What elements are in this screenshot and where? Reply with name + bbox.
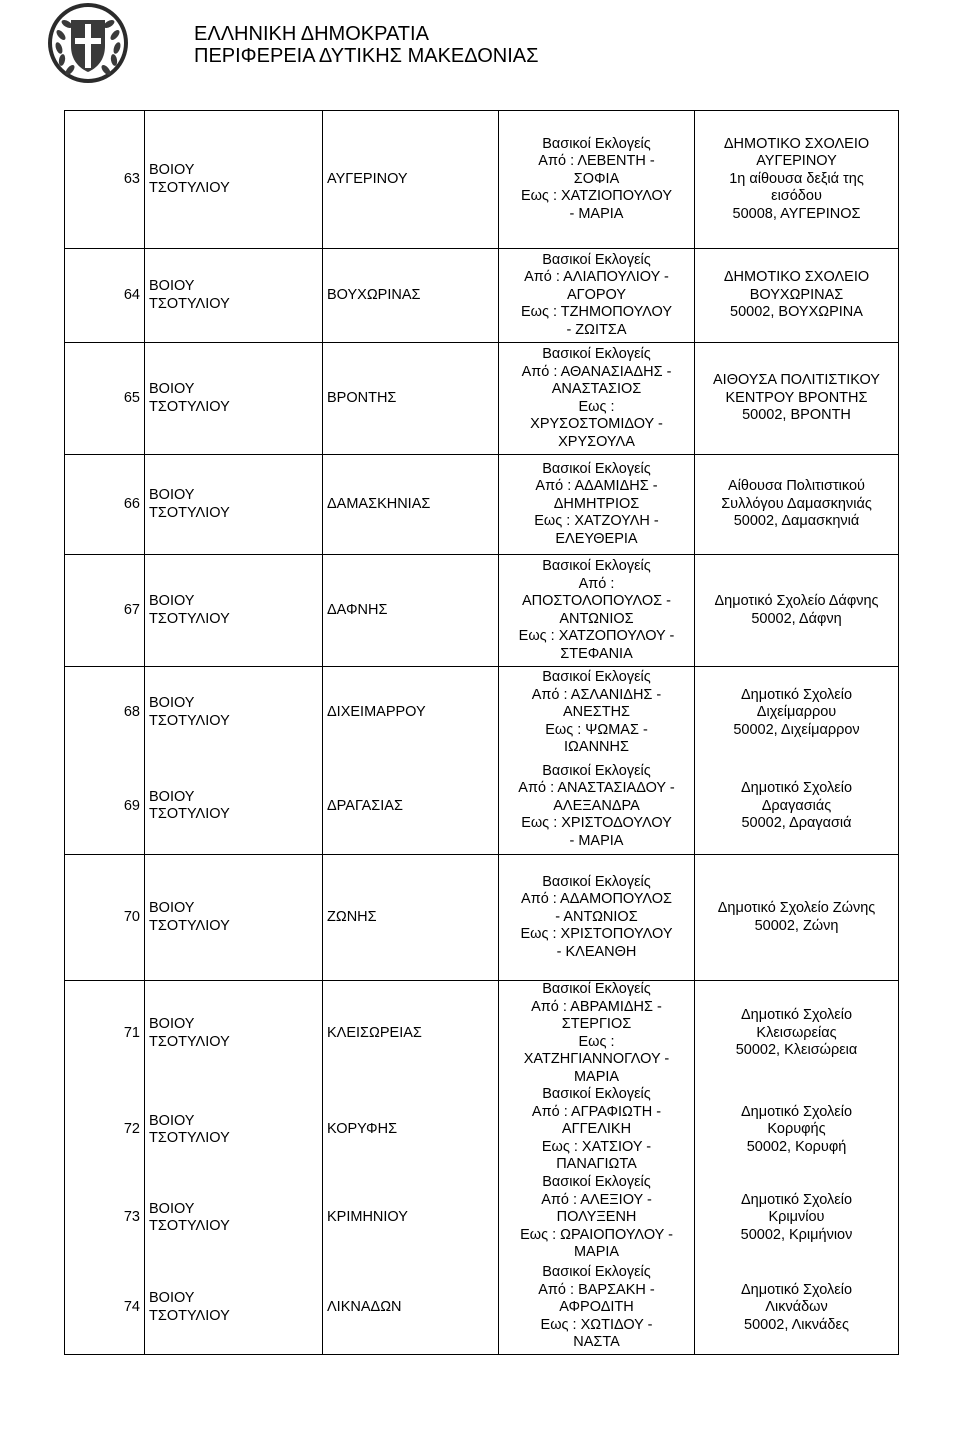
cell-line: Βασικοί Εκλογείς — [542, 669, 651, 685]
cell-line: 50002, Δραγασιά — [741, 815, 852, 831]
cell-line: 50002, Ζώνη — [754, 917, 839, 934]
voters-range-cell — [499, 555, 695, 667]
cell-line: ΒΟΙΟΥ — [149, 278, 195, 294]
cell-line: Βασικοί Εκλογείς — [542, 762, 651, 779]
cell-line: ΑΓΓΕΛΙΚΗ — [561, 1121, 632, 1138]
table-row — [65, 111, 899, 249]
cell-line: ΒΟΙΟΥ — [149, 1290, 195, 1307]
polling-location-cell — [695, 1262, 899, 1354]
cell-line: Εως : ΧΑΤΣΙΟΥ - — [541, 1138, 652, 1155]
cell-line: ΜΑΡΙΑ — [573, 1244, 620, 1261]
cell-line: Εως : ΤΖΗΜΟΠΟΥΛΟΥ — [520, 304, 673, 321]
cell-line: ΤΣΟΤΥΛΙΟΥ — [149, 1307, 230, 1324]
table-row — [65, 855, 899, 981]
table-row — [65, 667, 899, 759]
station-number: 63 — [65, 111, 145, 249]
cell-line: 50002, ΒΡΟΝΤΗ — [742, 407, 851, 424]
cell-line: Εως : ΧΡΙΣΤΟΔΟΥΛΟΥ — [521, 815, 672, 831]
cell-line: ΜΑΡΙΑ — [573, 1068, 620, 1085]
polling-location-cell — [695, 343, 899, 455]
cell-line: Βασικοί Εκλογείς — [542, 873, 651, 890]
cell-line: ΤΣΟΤΥΛΙΟΥ — [149, 806, 230, 823]
cell-line: ΤΣΟΤΥΛΙΟΥ — [149, 398, 230, 415]
community-cell: ΔΡΑΓΑΣΙΑΣ — [323, 759, 499, 855]
cell-line: Από : ΑΔΑΜΙΔΗΣ - — [535, 478, 658, 495]
community-cell: ΔΑΦΝΗΣ — [323, 555, 499, 667]
station-number: 66 — [65, 455, 145, 555]
cell-line: ΔΗΜΟΤΙΚΟ ΣΧΟΛΕΙΟ — [723, 135, 870, 152]
cell-line: Εως : ΨΩΜΑΣ - — [545, 721, 648, 738]
voters-range-cell — [499, 1174, 695, 1262]
municipality-cell — [145, 981, 323, 1087]
cell-line: Βασικοί Εκλογείς — [542, 460, 651, 477]
community-cell: ΛΙΚΝΑΔΩΝ — [323, 1262, 499, 1354]
cell-line: Δημοτικό Σχολείο — [740, 1191, 853, 1208]
cell-line: - ΑΝΤΩΝΙΟΣ — [555, 908, 638, 925]
table-row — [65, 249, 899, 343]
cell-line: εισόδου — [771, 188, 822, 205]
cell-line: ΒΟΙΟΥ — [149, 1112, 195, 1129]
voters-range-cell — [499, 343, 695, 455]
cell-line: ΤΣΟΤΥΛΙΟΥ — [149, 1130, 230, 1146]
cell-line: 50002, Κλεισώρεια — [735, 1042, 858, 1059]
header-line-2: ΠΕΡΙΦΕΡΕΙΑ ΔΥΤΙΚΗΣ ΜΑΚΕΔΟΝΙΑΣ — [194, 45, 539, 67]
community-cell: ΚΟΡΥΦΗΣ — [323, 1086, 499, 1174]
station-number: 67 — [65, 555, 145, 667]
station-number: 65 — [65, 343, 145, 455]
table-row — [65, 1174, 899, 1262]
cell-line: Από : ΑΓΡΑΦΙΩΤΗ - — [531, 1103, 662, 1120]
cell-line: ΣΟΦΙΑ — [573, 170, 620, 187]
table-row — [65, 981, 899, 1087]
cell-line: ΤΣΟΤΥΛΙΟΥ — [149, 179, 230, 196]
cell-line: Αίθουσα Πολιτιστικού — [728, 478, 865, 495]
table-row — [65, 759, 899, 855]
cell-line: - ΚΛΕΑΝΘΗ — [556, 943, 637, 960]
community-cell: ΚΛΕΙΣΩΡΕΙΑΣ — [323, 981, 499, 1087]
voters-range-cell — [499, 455, 695, 555]
cell-line: 50002, ΒΟΥΧΩΡΙΝΑ — [730, 304, 863, 321]
polling-location-cell — [695, 455, 899, 555]
cell-line: ΑΝΕΣΤΗΣ — [562, 704, 631, 720]
cell-line: ΔΗΜΗΤΡΙΟΣ — [553, 495, 640, 512]
cell-line: ΑΛΕΞΑΝΔΡΑ — [553, 797, 640, 814]
station-number: 74 — [65, 1262, 145, 1354]
cell-line: Δημοτικό Σχολείο — [740, 1007, 853, 1024]
cell-line: - ΜΑΡΙΑ — [569, 205, 624, 222]
cell-line: Δημοτικό Σχολείο — [740, 780, 853, 796]
cell-line: ΤΣΟΤΥΛΙΟΥ — [149, 712, 230, 729]
cell-line: Εως : ΧΑΤΖΙΟΠΟΥΛΟΥ — [520, 188, 673, 205]
cell-line: ΙΩΑΝΝΗΣ — [564, 739, 629, 755]
header-titles — [194, 23, 538, 67]
cell-line: ΚΕΝΤΡΟΥ ΒΡΟΝΤΗΣ — [725, 389, 868, 406]
cell-line: Κλεισωρείας — [756, 1024, 837, 1041]
header-line-1: ΕΛΛΗΝΙΚΗ ΔΗΜΟΚΡΑΤΙΑ — [194, 23, 429, 45]
community-cell: ΖΩΝΗΣ — [323, 855, 499, 981]
voters-range-cell — [499, 855, 695, 981]
cell-line: Λικνάδων — [765, 1299, 828, 1315]
community-cell: ΒΡΟΝΤΗΣ — [323, 343, 499, 455]
cell-line: - ΖΩΙΤΣΑ — [566, 321, 627, 338]
polling-location-cell — [695, 981, 899, 1087]
cell-line: - ΜΑΡΙΑ — [569, 832, 624, 849]
cell-line: Συλλόγου Δαμασκηνιάς — [721, 495, 872, 512]
polling-location-cell — [695, 855, 899, 981]
cell-line: ΒΟΙΟΥ — [149, 788, 195, 805]
cell-line: Εως : ΧΑΤΖΟΠΟΥΛΟΥ - — [518, 628, 675, 644]
polling-location-cell — [695, 111, 899, 249]
cell-line: ΤΣΟΤΥΛΙΟΥ — [149, 504, 230, 521]
cell-line: ΧΑΤΖΗΓΙΑΝΝΟΓΛΟΥ - — [523, 1051, 670, 1067]
municipality-cell — [145, 1174, 323, 1262]
voters-range-cell — [499, 1086, 695, 1174]
cell-line: Από : ΑΣΛΑΝΙΔΗΣ - — [531, 686, 662, 703]
cell-line: ΣΤΕΡΓΙΟΣ — [561, 1016, 632, 1032]
cell-line: ΔΗΜΟΤΙΚΟ ΣΧΟΛΕΙΟ — [723, 269, 870, 286]
cell-line: ΑΠΟΣΤΟΛΟΠΟΥΛΟΣ - — [521, 593, 671, 609]
station-number: 71 — [65, 981, 145, 1087]
cell-line: Κριμνίου — [768, 1209, 825, 1226]
cell-line: ΤΣΟΤΥΛΙΟΥ — [149, 1218, 230, 1234]
cell-line: Εως : ΧΩΤΙΔΟΥ - — [540, 1316, 653, 1333]
cell-line: 50002, Διχείμαρρον — [733, 721, 860, 738]
table-row — [65, 555, 899, 667]
cell-line: ΤΣΟΤΥΛΙΟΥ — [149, 917, 230, 934]
cell-line: Από : ΑΛΕΞΙΟΥ - — [541, 1191, 652, 1208]
polling-location-cell — [695, 759, 899, 855]
community-cell: ΒΟΥΧΩΡΙΝΑΣ — [323, 249, 499, 343]
cell-line: Εως : ΩΡΑΙΟΠΟΥΛΟΥ - — [520, 1226, 673, 1243]
cell-line: Από : ΑΘΑΝΑΣΙΑΔΗΣ - — [521, 363, 672, 380]
station-number: 69 — [65, 759, 145, 855]
cell-line: Βασικοί Εκλογείς — [542, 1264, 651, 1280]
community-cell: ΔΙΧΕΙΜΑΡΡΟΥ — [323, 667, 499, 759]
cell-line: ΑΦΡΟΔΙΤΗ — [559, 1299, 634, 1315]
cell-line: Από : ΑΒΡΑΜΙΔΗΣ - — [531, 998, 662, 1015]
station-number: 70 — [65, 855, 145, 981]
cell-line: Βασικοί Εκλογείς — [542, 251, 651, 268]
polling-location-cell — [695, 667, 899, 759]
cell-line: ΑΓΟΡΟΥ — [566, 286, 627, 303]
cell-line: ΠΑΝΑΓΙΩΤΑ — [556, 1156, 637, 1173]
cell-line: ΝΑΣΤΑ — [573, 1334, 620, 1350]
greek-coat-of-arms-icon — [47, 2, 129, 84]
cell-line: ΑΥΓΕΡΙΝΟΥ — [756, 153, 837, 170]
cell-line: Δημοτικό Σχολείο Ζώνης — [717, 900, 876, 916]
cell-line: ΕΛΕΥΘΕΡΙΑ — [555, 530, 638, 547]
cell-line: Εως : ΧΡΙΣΤΟΠΟΥΛΟΥ — [520, 926, 673, 943]
cell-line: 50002, Δαμασκηνιά — [733, 513, 860, 530]
cell-line: ΠΟΛΥΞΕΝΗ — [556, 1209, 637, 1226]
community-cell: ΔΑΜΑΣΚΗΝΙΑΣ — [323, 455, 499, 555]
cell-line: 50008, ΑΥΓΕΡΙΝΟΣ — [732, 205, 861, 222]
cell-line: Διχείμαρρου — [756, 704, 837, 720]
cell-line: 50002, Κορυφή — [746, 1138, 847, 1155]
cell-line: 50002, Κριμήνιον — [740, 1226, 853, 1243]
voters-range-cell — [499, 759, 695, 855]
cell-line: Βασικοί Εκλογείς — [542, 981, 651, 997]
cell-line: ΧΡΥΣΟΣΤΟΜΙΔΟΥ - — [530, 416, 663, 432]
cell-line: ΤΣΟΤΥΛΙΟΥ — [149, 610, 230, 627]
cell-line: ΑΙΘΟΥΣΑ ΠΟΛΙΤΙΣΤΙΚΟΥ — [713, 372, 880, 389]
cell-line: Από : ΛΕΒΕΝΤΗ - — [538, 153, 655, 170]
voters-range-cell — [499, 1262, 695, 1354]
cell-line: Βασικοί Εκλογείς — [542, 135, 651, 152]
cell-line: Από : ΑΛΙΑΠΟΥΛΙΟΥ - — [524, 269, 669, 286]
cell-line: Δημοτικό Σχολείο — [740, 1281, 853, 1298]
municipality-cell — [145, 343, 323, 455]
cell-line: ΒΟΙΟΥ — [149, 900, 195, 916]
station-number: 72 — [65, 1086, 145, 1174]
cell-line: Κορυφής — [767, 1121, 826, 1138]
cell-line: ΣΤΕΦΑΝΙΑ — [560, 645, 633, 662]
cell-line: Δραγασιάς — [761, 797, 832, 814]
cell-line: Εως : ΧΑΤΖΟΥΛΗ - — [534, 513, 659, 530]
cell-line: Εως : — [578, 398, 615, 415]
cell-line: Βασικοί Εκλογείς — [542, 558, 651, 574]
cell-line: Δημοτικό Σχολείο Δάφνης — [714, 593, 879, 609]
page-header — [0, 0, 960, 110]
station-number: 68 — [65, 667, 145, 759]
cell-line: Από : ΑΔΑΜΟΠΟΥΛΟΣ — [521, 891, 672, 908]
cell-line: Βασικοί Εκλογείς — [542, 346, 651, 362]
voters-range-cell — [499, 981, 695, 1087]
station-number: 64 — [65, 249, 145, 343]
polling-location-cell — [695, 249, 899, 343]
polling-location-cell — [695, 1086, 899, 1174]
cell-line: ΒΟΙΟΥ — [149, 1200, 195, 1217]
cell-line: 50002, Λικνάδες — [744, 1316, 849, 1333]
municipality-cell — [145, 555, 323, 667]
municipality-cell — [145, 455, 323, 555]
cell-line: ΒΟΥΧΩΡΙΝΑΣ — [749, 286, 844, 303]
municipality-cell — [145, 667, 323, 759]
cell-line: Από : ΑΝΑΣΤΑΣΙΑΔΟΥ - — [518, 780, 675, 796]
cell-line: ΒΟΙΟΥ — [149, 1016, 195, 1032]
cell-line: ΒΟΙΟΥ — [149, 162, 195, 178]
community-cell: ΚΡΙΜΗΝΙΟΥ — [323, 1174, 499, 1262]
cell-line: 1η αίθουσα δεξιά της — [729, 170, 864, 187]
voters-range-cell — [499, 667, 695, 759]
table-row — [65, 1262, 899, 1354]
voters-range-cell — [499, 249, 695, 343]
table-body — [65, 111, 899, 1355]
polling-location-cell — [695, 1174, 899, 1262]
polling-stations-table — [64, 110, 899, 1355]
cell-line: Από : — [578, 575, 615, 592]
municipality-cell — [145, 249, 323, 343]
cell-line: ΒΟΙΟΥ — [149, 593, 195, 609]
cell-line: Δημοτικό Σχολείο — [740, 1103, 853, 1120]
cell-line: Δημοτικό Σχολείο — [740, 686, 853, 703]
cell-line: ΒΟΙΟΥ — [149, 695, 195, 712]
table-row — [65, 343, 899, 455]
cell-line: ΤΣΟΤΥΛΙΟΥ — [149, 295, 230, 312]
municipality-cell — [145, 111, 323, 249]
municipality-cell — [145, 1086, 323, 1174]
polling-location-cell — [695, 555, 899, 667]
municipality-cell — [145, 855, 323, 981]
cell-line: Εως : — [578, 1033, 615, 1050]
cell-line: Βασικοί Εκλογείς — [542, 1086, 651, 1103]
station-number: 73 — [65, 1174, 145, 1262]
table-row — [65, 455, 899, 555]
cell-line: Από : ΒΑΡΣΑΚΗ - — [538, 1281, 655, 1298]
municipality-cell — [145, 1262, 323, 1354]
cell-line: ΤΣΟΤΥΛΙΟΥ — [149, 1033, 230, 1050]
cell-line: ΒΟΙΟΥ — [149, 487, 195, 503]
table-row — [65, 1086, 899, 1174]
cell-line: ΒΟΙΟΥ — [149, 381, 195, 397]
cell-line: ΧΡΥΣΟΥΛΑ — [558, 433, 635, 450]
cell-line: 50002, Δάφνη — [751, 610, 842, 627]
cell-line: ΑΝΤΩΝΙΟΣ — [559, 610, 634, 627]
cell-line: Βασικοί Εκλογείς — [542, 1174, 651, 1191]
voters-range-cell — [499, 111, 695, 249]
cell-line: ΑΝΑΣΤΑΣΙΟΣ — [551, 381, 642, 397]
community-cell: ΑΥΓΕΡΙΝΟΥ — [323, 111, 499, 249]
municipality-cell — [145, 759, 323, 855]
